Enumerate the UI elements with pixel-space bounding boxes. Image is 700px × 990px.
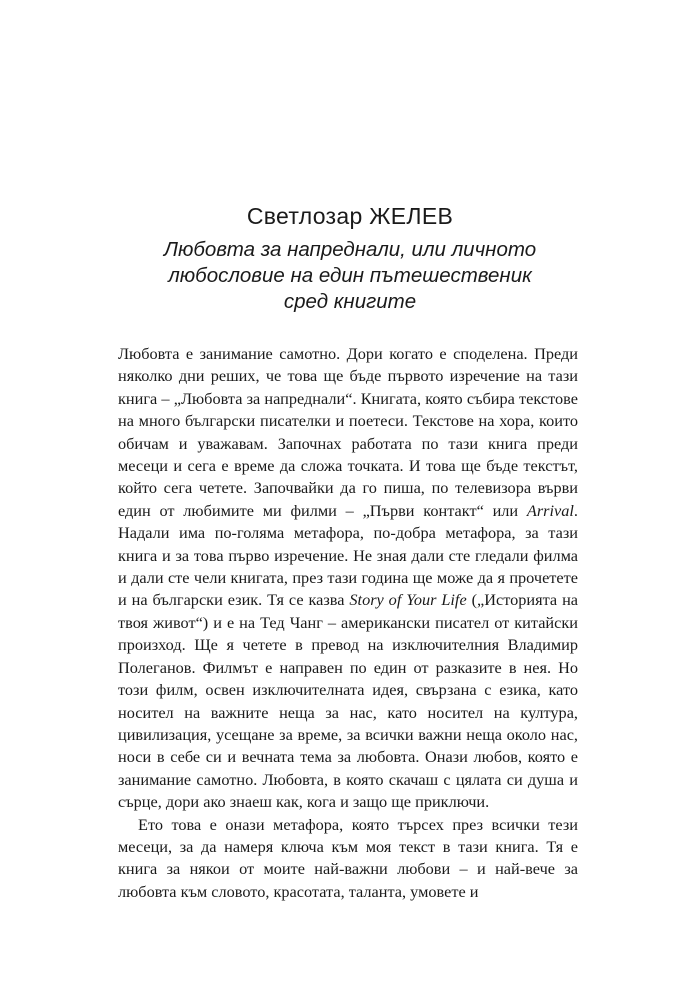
paragraph: [118, 343, 578, 814]
text-segment: („Историята на твоя живот“) и е на Тед Чанг – американски писател от китайски произход. Ще я четете в превод на изключителния Владимир Полеганов. Филмът е направен по един от разказите в нея. Но този филм, освен изключителната идея, свързана с езика, като носител на важните неща за нас, като носител на култура, цивилизация, усещане за време, за всички важни неща около нас, носи в себе си и вечната тема за любовта. Онази любов, която е занимание самотно. Любовта, в която скачаш с цялата си душа и сърце, дори ако знаеш как, кога и защо ще приключи.: [118, 590, 579, 812]
text-segment: Ето това е онази метафора, която търсех през всички тези месеци, за да намеря ключа към моя текст в тази книга. Тя е книга за някои от моите най-важни любови – и най-вече за любовта към словото, красотата, таланта, умовете и: [118, 814, 578, 901]
film-title-arrival: Arrival: [526, 500, 574, 520]
text-segment: Любовта е занимание самотно. Дори когато е споделена. Преди няколко дни реших, че това ще бъде първото изречение на тази книга – „Любовта за напреднали“. Книгата, която събира текстове на много български писателки и поетеси. Текстове на хора, които обичам и уважавам. Започнах работата по тази книга преди месеци и сега е време да сложа точката. И това ще бъде текстът, който сега четете. Започвайки да го пиша, по телевизора върви един от любимите ми филми – „Първи контакт“ или: [118, 344, 578, 520]
book-title-story-of-your-life: Story of Your Life: [349, 590, 467, 610]
text-segment: . Надали има по-голяма метафора, по-добра метафора, за тази книга и за това първо изречение. Не зная дали сте гледали филма и дали сте чели книгата, през тази година ще може да я прочетете и на български език. Тя се казва: [118, 500, 578, 610]
body-text: [118, 343, 578, 903]
chapter-title: Любовта за напреднали, или личното любословие на един пътешественик сред книгите: [163, 238, 537, 313]
author-name: Светлозар ЖЕЛЕВ: [246, 203, 454, 229]
paragraph: [118, 814, 578, 904]
